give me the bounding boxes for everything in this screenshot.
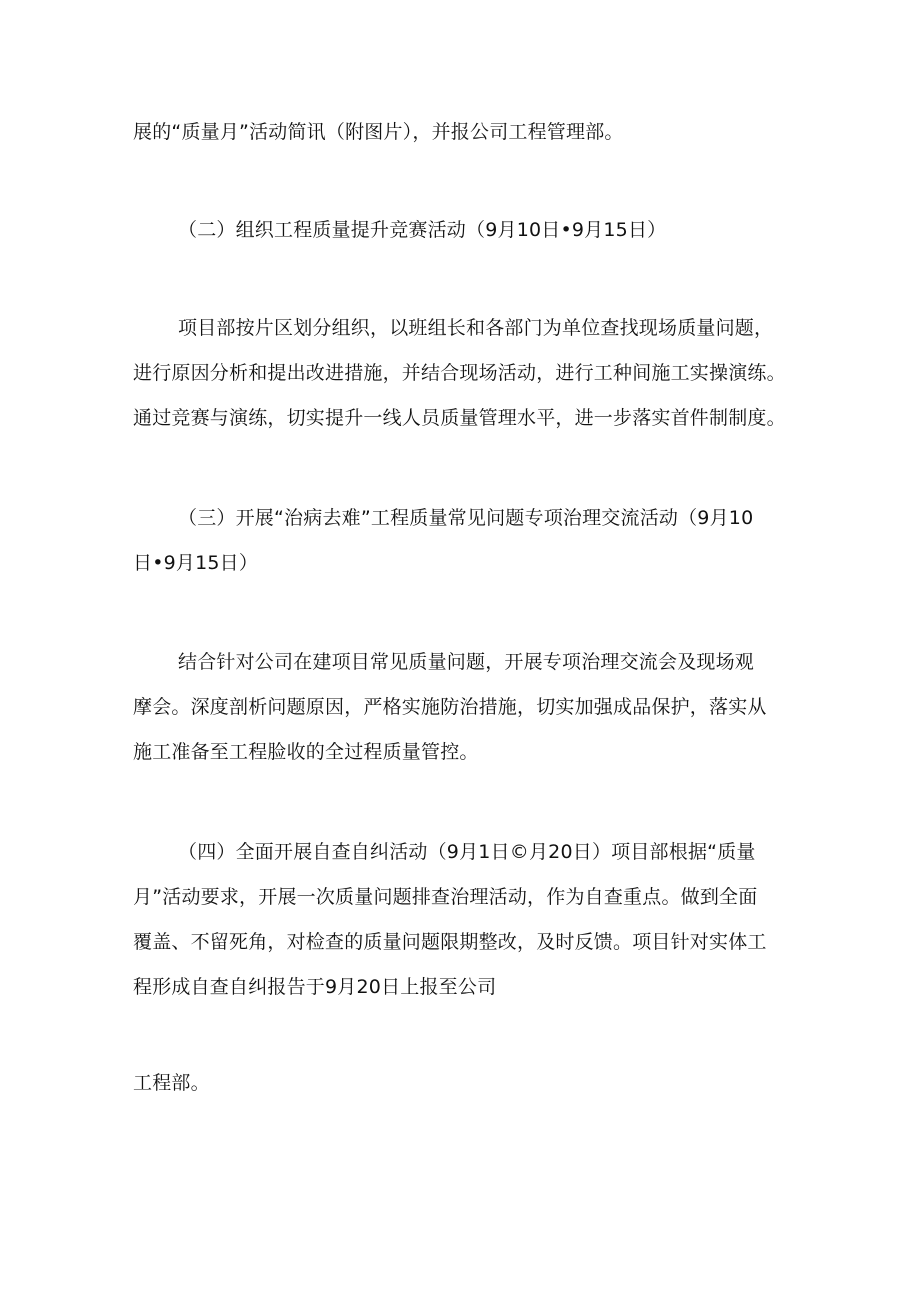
section-heading-2: （二）组织工程质量提升竞赛活动（9月10日•9月15日） [178,219,667,241]
paragraph-line-12: 月”活动要求，开展一次质量问题排查治理活动，作为自查重点。做到全面 [133,886,758,908]
paragraph-line-9: 摩会。深度剖析问题原因，严格实施防治措施，切实加强成品保护，落实从 [133,696,767,718]
section-heading-3: （三）开展“治病去难”工程质量常见问题专项治理交流活动（9月10 [178,507,754,529]
section-heading-4: （四）全面开展自查自纠活动（9月1日©月20日）项目部根据“质量 [178,841,756,863]
paragraph-line-15: 工程部。 [133,1072,210,1094]
paragraph-line-14: 程形成自查自纠报告于9月20日上报至公司 [133,976,497,998]
paragraph-line-4: 进行原因分析和提出改进措施，并结合现场活动，进行工种间施工实操演练。 [133,362,786,384]
paragraph-line-13: 覆盖、不留死角，对检查的质量问题限期整改，及时反馈。项目针对实体工 [133,931,767,953]
paragraph-line-8: 结合针对公司在建项目常见质量问题，开展专项治理交流会及现场观 [178,651,755,673]
paragraph-line-1: 展的“质量月”活动简讯（附图片），并报公司工程管理部。 [133,121,624,143]
paragraph-line-3: 项目部按片区划分组织，以班组长和各部门为单位查找现场质量问题， [178,317,774,339]
paragraph-line-10: 施工准备至工程脸收的全过程质量管控。 [133,741,479,763]
section-heading-3-continued: 日•9月15日） [133,552,259,574]
paragraph-line-5: 通过竞赛与演练，切实提升一线人员质量管理水平，进一步落实首件制制度。 [133,407,786,429]
